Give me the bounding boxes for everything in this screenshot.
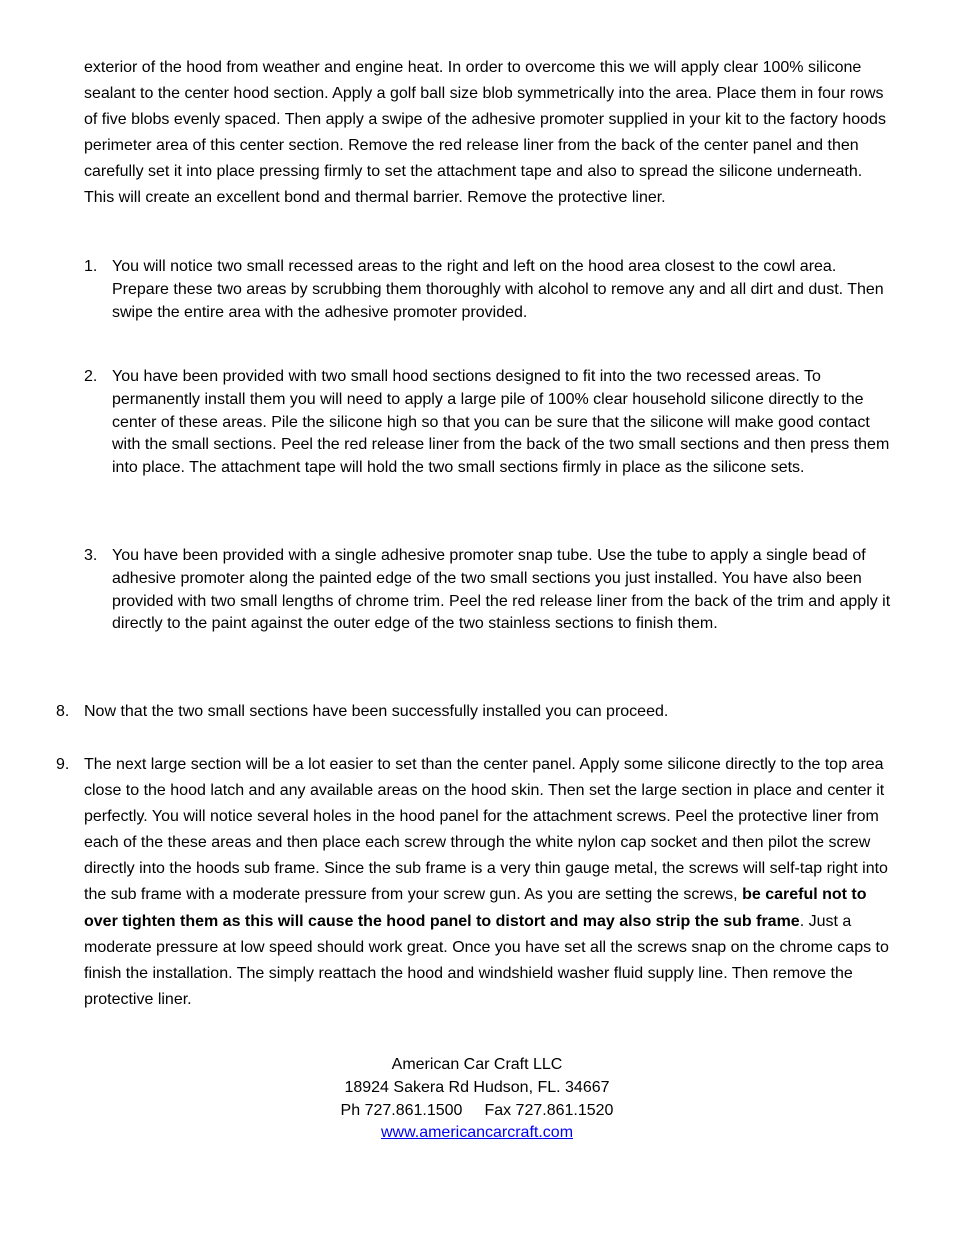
- step-text: Now that the two small sections have been successfully installed you can proceed.: [84, 703, 669, 720]
- sub-step-3: [84, 545, 896, 636]
- sub-step-text: You have been provided with two small hood sections designed to fit into the two recessed areas. To permanently install them you will need to apply a large pile of 100% clear household silicone directly to the center of these areas. Pile the silicone high so that you can be sure that the silicone will make good contact with the small sections. Peel the red release liner from the back of the two small sections and then press them into place. The attachment tape will hold the two small sections firmly in place as the silicone sets.: [112, 368, 890, 477]
- website-link[interactable]: www.americancarcraft.com: [380, 1124, 574, 1142]
- sub-step-text: You have been provided with a single adhesive promoter snap tube. Use the tube to apply a single bead of adhesive promoter along the painted edge of the two small sections you just installed. You have also been provided with two small lengths of chrome trim. Peel the red release liner from the back of the trim and apply it directly to the paint against the outer edge of the two stainless sections to finish them.: [112, 547, 891, 633]
- contact-footer: [0, 1054, 954, 1145]
- step-number: 8.: [56, 703, 70, 720]
- step-text: [84, 752, 896, 1013]
- step-text-part: The next large section will be a lot easier to set than the center panel. Apply some silicone directly to the top area close to the hood latch and any available areas on the hood skin. Then set the large section in place and center it perfectly. You will notice several holes in the hood panel for the attachment screws. Peel the protective liner from each of the these areas and then place each screw through the white nylon cap socket and then pilot the screw directly into the hoods sub frame. Since the sub frame is a very thin gauge metal, the screws will self-tap right into the sub frame with a moderate pressure from your screw gun. As you are setting the screws,: [84, 756, 888, 904]
- step-9: [56, 752, 896, 1013]
- fax-number: Fax 727.861.1520: [484, 1101, 614, 1119]
- phone-number: Ph 727.861.1500: [340, 1101, 463, 1119]
- contact-numbers: [0, 1100, 954, 1123]
- warning-text: be careful not to over tighten them as this will cause the hood panel to distort and may also strip the sub frame: [84, 886, 867, 930]
- sub-step-number: 3.: [84, 547, 98, 564]
- company-name: American Car Craft LLC: [391, 1056, 563, 1073]
- step-8: [56, 699, 896, 725]
- sub-step-2: [84, 366, 896, 480]
- sub-step-number: 2.: [84, 368, 98, 385]
- intro-paragraph: exterior of the hood from weather and engine heat. In order to overcome this we will apply clear 100% silicone sealant to the center hood section. Apply a golf ball size blob symmetrically into the area. Place them in four rows of five blobs evenly spaced. Then apply a swipe of the adhesive promoter supplied in your kit to the factory hoods perimeter area of this center section. Remove the red release liner from the back of the center panel and then carefully set it into place pressing firmly to set the attachment tape and also to spread the silicone underneath. This will create an excellent bond and thermal barrier. Remove the protective liner.: [84, 59, 886, 207]
- sub-step-number: 1.: [84, 258, 98, 275]
- step-text-part: . Just a moderate pressure at low speed should work great. Once you have set all the screws snap on the chrome caps to finish the installation. The simply reattach the hood and windshield washer fluid supply line. Then remove the protective liner.: [84, 912, 889, 1008]
- sub-step-1: [84, 256, 896, 324]
- step-number: 9.: [56, 756, 70, 773]
- company-address: 18924 Sakera Rd Hudson, FL. 34667: [344, 1078, 610, 1096]
- sub-step-text: You will notice two small recessed areas to the right and left on the hood area closest to the cowl area. Prepare these two areas by scrubbing them thoroughly with alcohol to remove any and all dirt and dust. Then swipe the entire area with the adhesive promoter provided.: [112, 258, 884, 321]
